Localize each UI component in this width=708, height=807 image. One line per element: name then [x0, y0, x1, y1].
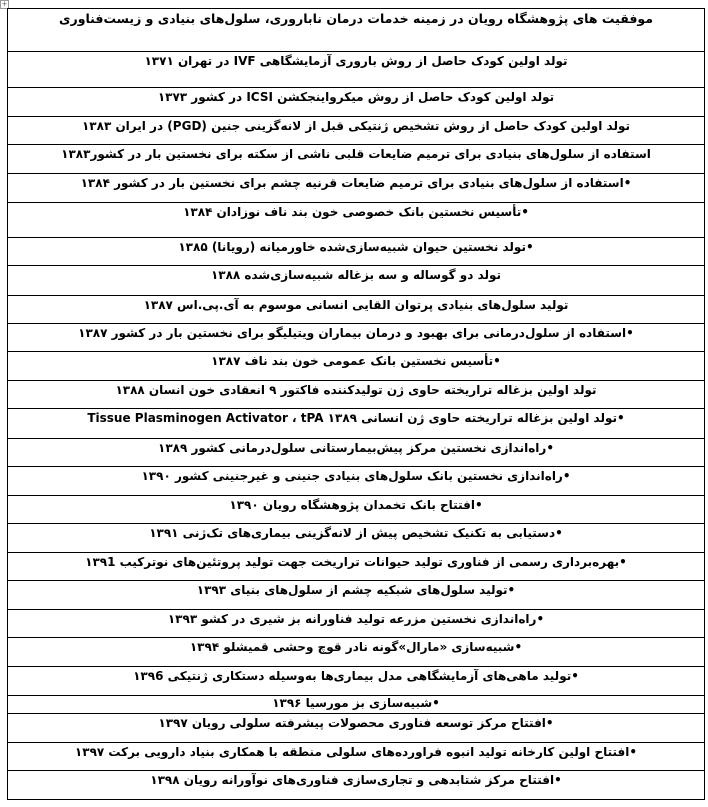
table-row	[8, 610, 705, 638]
table-row	[8, 52, 705, 88]
achievement-item: •دستیابی به تکنیک تشخیص پیش از لانه‌گزینی بیماری‌های تک‌ژنی ۱۳۹۱	[8, 524, 705, 553]
table-row	[8, 439, 705, 467]
table-row	[8, 524, 705, 553]
achievement-item: •تولد اولین بزغاله تراریخته حاوی ژن انسانی Tissue Plasminogen Activator ، tPA ۱۳۸۹	[8, 409, 705, 439]
achievement-item: •راه‌اندازی نخستین مزرعه تولید فناورانه بز شیری در کشو ۱۳۹۳	[8, 610, 705, 638]
table-row	[8, 381, 705, 409]
achievement-item: تولد اولین بزغاله تراریخته حاوی ژن تولیدکننده فاکتور ۹ انعقادی خون انسان ۱۳۸۸	[8, 381, 705, 409]
achievement-item: تولد دو گوساله و سه بزغاله شبیه‌سازی‌شده ۱۳۸۸	[8, 266, 705, 296]
table-title: موفقیت های پژوهشگاه رویان در زمینه خدمات درمان ناباروری، سلول‌های بنیادی و زیست‌فناوری	[8, 9, 705, 52]
table-move-handle-icon[interactable]: +	[1, 0, 8, 8]
achievement-item: •تأسیس نخستین بانک عمومی خون بند ناف ۱۳۸۷	[8, 352, 705, 381]
table-row	[8, 88, 705, 117]
table-row	[8, 409, 705, 439]
achievements-table	[7, 8, 705, 800]
achievement-item: •بهره‌برداری رسمی از فناوری تولید حیوانات تراریخت جهت تولید پروتئین‌های نوترکیب ۱۳۹1	[8, 553, 705, 581]
table-row	[8, 714, 705, 743]
table-row	[8, 553, 705, 581]
achievement-item: •استفاده از سلول‌درمانی برای بهبود و درمان بیماران ویتیلیگو برای نخستین بار در کشور ۱۳۸۷	[8, 324, 705, 352]
achievement-item: •شبیه‌سازی «مارال»گونه نادر قوچ وحشی قمیشلو ۱۳۹۴	[8, 638, 705, 667]
table-row	[8, 696, 705, 714]
achievement-item: •راه‌اندازی نخستین مرکز پیش‌بیمارستانی سلول‌درمانی کشور ۱۳۸۹	[8, 439, 705, 467]
table-row	[8, 117, 705, 145]
table-row	[8, 324, 705, 352]
table-row	[8, 638, 705, 667]
achievement-item: تولد اولین کودک حاصل از روش باروری آزمایشگاهی IVF در تهران ۱۳۷۱	[8, 52, 705, 88]
achievement-item: •تولید سلول‌های شبکیه چشم از سلول‌های بنیای ۱۳۹۳	[8, 581, 705, 610]
achievement-item: •تأسیس نخستین بانک خصوصی خون بند ناف نوزادان ۱۳۸۴	[8, 203, 705, 238]
achievement-item: استفاده از سلول‌های بنیادی برای ترمیم ضایعات قلبی ناشی از سکته برای نخستین بار در کشور۱۳۸۳	[8, 145, 705, 174]
achievement-item: •تولد نخستین حیوان شبیه‌سازی‌شده خاورمیانه (رویانا) ۱۳۸۵	[8, 238, 705, 266]
achievement-item: •استفاده از سلول‌های بنیادی برای ترمیم ضایعات قرنیه چشم برای نخستین بار در کشور ۱۳۸۴	[8, 174, 705, 203]
table-row	[8, 771, 705, 800]
achievement-item: تولید سلول‌های بنیادی پرتوان القایی انسانی موسوم به آی.پی.اس ۱۳۸۷	[8, 296, 705, 324]
table-row	[8, 352, 705, 381]
table-row	[8, 467, 705, 496]
table-row	[8, 203, 705, 238]
table-row	[8, 496, 705, 524]
achievement-item: •راه‌اندازی نخستین بانک سلول‌های بنیادی جنینی و غیرجنینی کشور ۱۳۹۰	[8, 467, 705, 496]
achievement-item: •شبیه‌سازی بز مورسیا ۱۳۹۶	[8, 696, 705, 714]
achievement-item: •افتتاح اولین کارخانه تولید انبوه فراورده‌های سلولی منطقه با همکاری بنیاد دارویی برکت ۱۳۹۷	[8, 743, 705, 771]
table-header-row	[8, 9, 705, 52]
achievement-item: •تولید ماهی‌های آزمایشگاهی مدل بیماری‌ها به‌وسیله دستکاری ژنتیکی ۱۳۹6	[8, 667, 705, 696]
table-row	[8, 145, 705, 174]
table-row	[8, 743, 705, 771]
achievement-item: •افتتاح بانک تخمدان پژوهشگاه رویان ۱۳۹۰	[8, 496, 705, 524]
achievement-item: تولد اولین کودک حاصل از روش تشخیص ژنتیکی قبل از لانه‌گزینی جنین (PGD) در ایران ۱۳۸۳	[8, 117, 705, 145]
table-row	[8, 238, 705, 266]
achievement-item: تولد اولین کودک حاصل از روش میکرواینجکشن ICSI در کشور ۱۳۷۳	[8, 88, 705, 117]
table-row	[8, 296, 705, 324]
table-row	[8, 174, 705, 203]
achievement-item: •افتتاح مرکز توسعه فناوری محصولات پیشرفته سلولی رویان ۱۳۹۷	[8, 714, 705, 743]
table-row	[8, 667, 705, 696]
table-row	[8, 581, 705, 610]
table-row	[8, 266, 705, 296]
achievement-item: •افتتاح مرکز شتابدهی و تجاری‌سازی فناوری‌های نوآورانه رویان ۱۳۹۸	[8, 771, 705, 800]
